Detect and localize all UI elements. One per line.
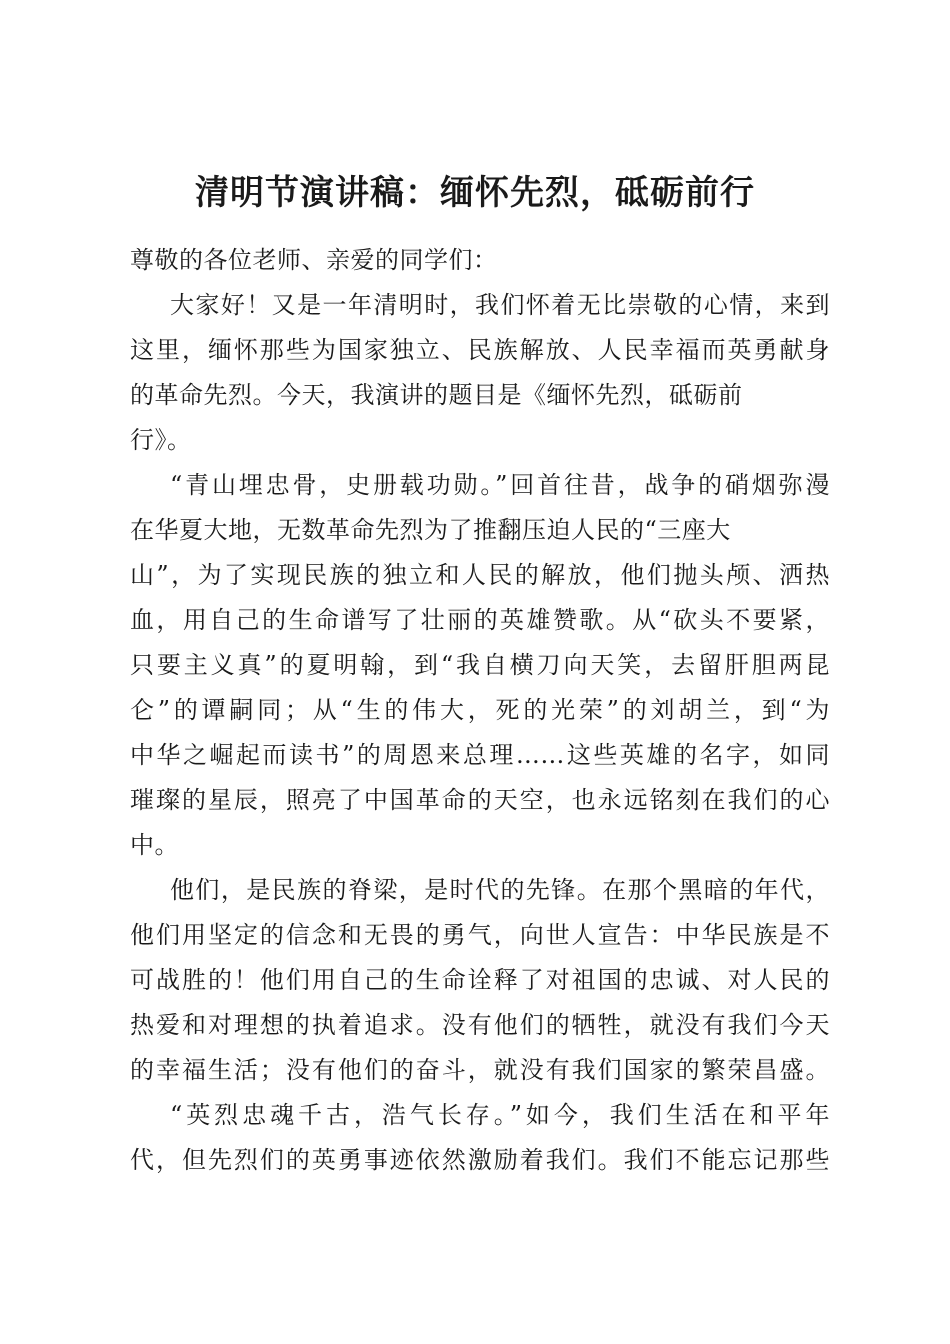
paragraph-2-line-1: “青山埋忠骨，史册载功勋。”回首往昔，战争的硝烟弥漫 [170,471,830,499]
paragraph-2-line-2: 在华夏大地，无数革命先烈为了推翻压迫人民的“三座大 [130,516,731,544]
paragraph-1-line-4: 行》。 [130,426,192,454]
paragraph-3-line-5: 的幸福生活；没有他们的奋斗，就没有我们国家的繁荣昌盛。 [130,1056,830,1084]
paragraph-3-line-4: 热爱和对理想的执着追求。没有他们的牺牲，就没有我们今天 [130,1011,830,1039]
paragraph-2-line-8: 璀璨的星辰，照亮了中国革命的天空，也永远铭刻在我们的心 [130,786,830,814]
paragraph-2-line-5: 只要主义真”的夏明翰，到“我自横刀向天笑，去留肝胆两昆 [130,651,830,679]
paragraph-1-line-3: 的革命先烈。今天，我演讲的题目是《缅怀先烈，砥砺前 [130,381,743,409]
paragraph-4-line-2: 代，但先烈们的英勇事迹依然激励着我们。我们不能忘记那些 [130,1146,830,1174]
paragraph-2-line-9: 中。 [130,831,179,859]
paragraph-2-line-7: 中华之崛起而读书”的周恩来总理……这些英雄的名字，如同 [130,741,830,769]
paragraph-1-line-1: 大家好！又是一年清明时，我们怀着无比崇敬的心情，来到 [170,291,830,319]
paragraph-2-line-3: 山”，为了实现民族的独立和人民的解放，他们抛头颅、洒热 [130,561,830,589]
paragraph-2-line-4: 血，用自己的生命谱写了壮丽的英雄赞歌。从“砍头不要紧， [130,606,830,634]
paragraph-3-line-2: 他们用坚定的信念和无畏的勇气，向世人宣告：中华民族是不 [130,921,830,949]
paragraph-3-line-3: 可战胜的！他们用自己的生命诠释了对祖国的忠诚、对人民的 [130,966,830,994]
document-title: 清明节演讲稿：缅怀先烈，砥砺前行 [195,173,755,213]
salutation: 尊敬的各位老师、亲爱的同学们： [130,246,498,274]
paragraph-4-line-1: “英烈忠魂千古，浩气长存。”如今，我们生活在和平年 [170,1101,830,1129]
paragraph-3-line-1: 他们，是民族的脊梁，是时代的先锋。在那个黑暗的年代， [170,876,830,904]
document-body [130,238,830,1183]
paragraph-2-line-6: 仑”的谭嗣同；从“生的伟大，死的光荣”的刘胡兰，到“为 [130,696,830,724]
paragraph-1-line-2: 这里，缅怀那些为国家独立、民族解放、人民幸福而英勇献身 [130,336,830,364]
